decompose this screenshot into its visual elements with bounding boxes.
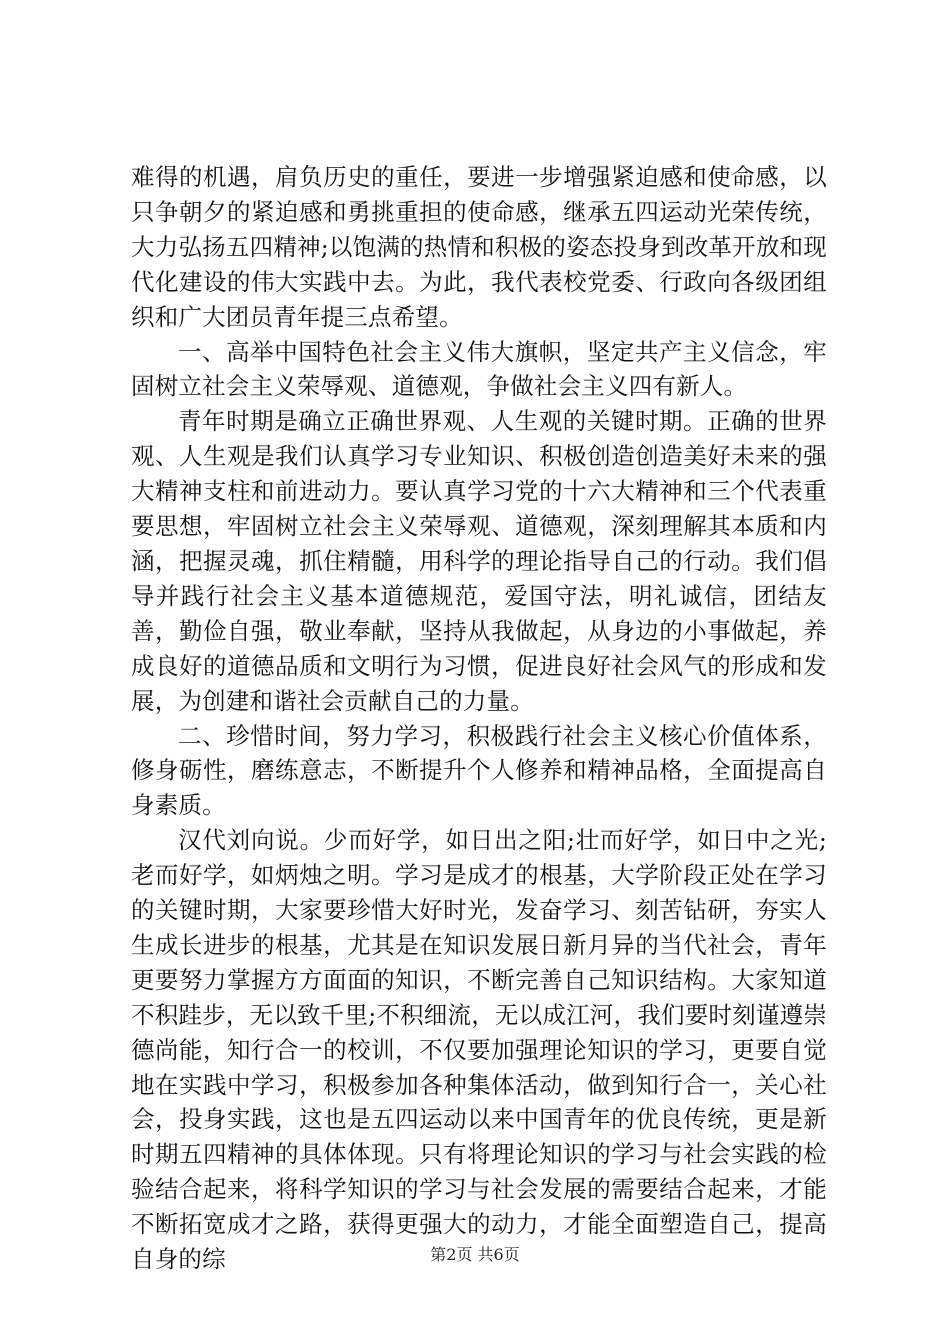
paragraph-3: 青年时期是确立正确世界观、人生观的关键时期。正确的世界观、人生观是我们认真学习专业知识、积极创造创造美好未来的强大精神支柱和前进动力。要认真学习党的十六大精神和三个代表重要思想，牢固树立社会主义荣辱观、道德观，深刻理解其本质和内涵，把握灵魂，抓住精髓，用科学的理论指导自己的行动。我们倡导并践行社会主义基本道德规范，爱国守法，明礼诚信，团结友善，勤俭自强，敬业奉献，坚持从我做起，从身边的小事做起，养成良好的道德品质和文明行为习惯，促进良好社会风气的形成和发展，为创建和谐社会贡献自己的力量。 — [131, 407, 827, 715]
paragraph-4-heading: 二、珍惜时间，努力学习，积极践行社会主义核心价值体系，修身砺性，磨练意志，不断提升个人修养和精神品格，全面提高自身素质。 — [131, 721, 827, 820]
document-body — [131, 160, 827, 1277]
paragraph-1: 难得的机遇，肩负历史的重任，要进一步增强紧迫感和使命感，以只争朝夕的紧迫感和勇挑重担的使命感，继承五四运动光荣传统，大力弘扬五四精神;以饱满的热情和积极的姿态投身到改革开放和现代化建设的伟大实践中去。为此，我代表校党委、行政向各级团组织和广大团员青年提三点希望。 — [131, 163, 827, 331]
paragraph-5: 汉代刘向说。少而好学，如日出之阳;壮而好学，如日中之光;老而好学，如炳烛之明。学习是成才的根基，大学阶段正处在学习的关键时期，大家要珍惜大好时光，发奋学习、刻苦钻研，夯实人生成长进步的根基，尤其是在知识发展日新月异的当代社会，青年更要努力掌握方方面面的知识，不断完善自己知识结构。大家知道不积跬步，无以致千里;不积细流，无以成江河，我们要时刻谨遵崇德尚能，知行合一的校训，不仅要加强理论知识的学习，更要自觉地在实践中学习，积极参加各种集体活动，做到知行合一，关心社会，投身实践，这也是五四运动以来中国青年的优良传统，更是新时期五四精神的具体体现。只有将理论知识的学习与社会实践的检验结合起来，将科学知识的学习与社会发展的需要结合起来，才能不断拓宽成才之路，获得更强大的动力，才能全面塑造自己，提高自身的综 — [131, 826, 827, 1274]
paragraph-2-heading: 一、高举中国特色社会主义伟大旗帜，坚定共产主义信念，牢固树立社会主义荣辱观、道德观，争做社会主义四有新人。 — [131, 337, 827, 401]
page-number-footer: 第2页 共6页 — [430, 1245, 520, 1264]
